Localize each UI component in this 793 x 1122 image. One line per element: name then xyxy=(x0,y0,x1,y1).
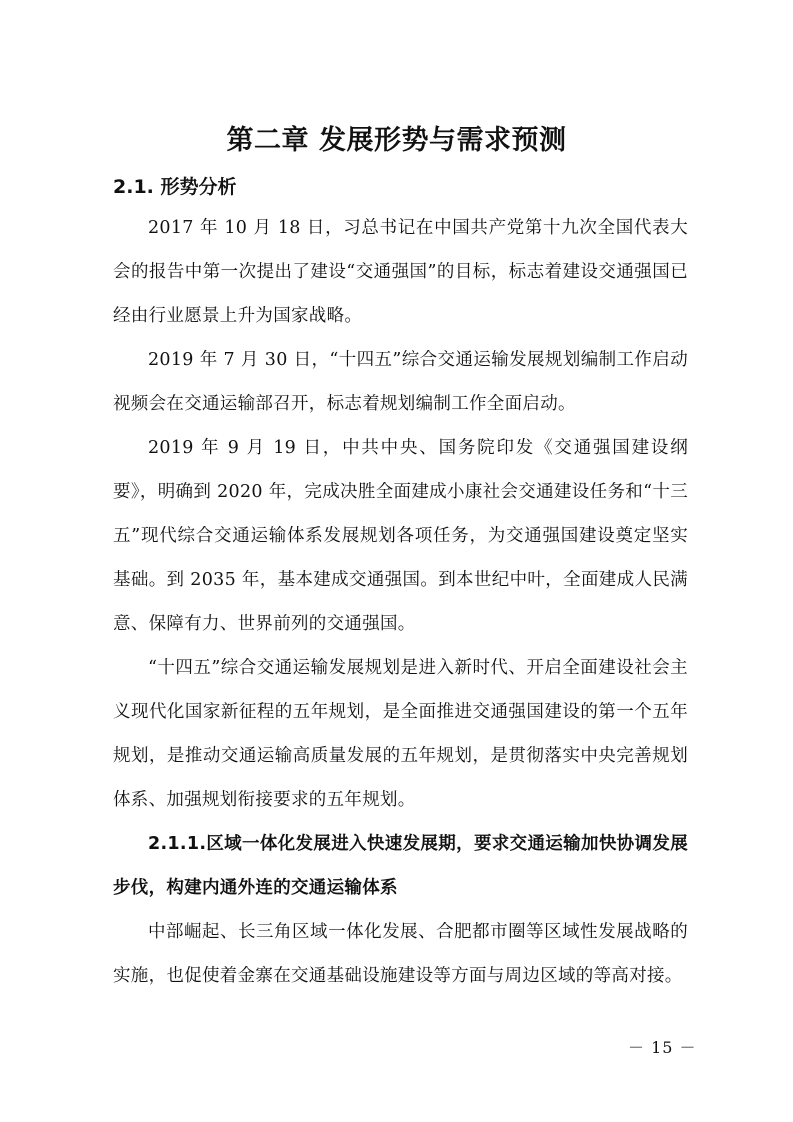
page-number: － 15 － xyxy=(628,1038,697,1057)
chapter-title: 第二章 发展形势与需求预测 xyxy=(226,125,567,156)
paragraph-4: “十四五”综合交通运输发展规划是进入新时代、开启全面建设社会主义现代化国家新征程的五年规划，是全面推进交通强国建设的第一个五年规划，是推动交通运输高质量发展的五年规划，是贯彻落实中央完善规划体系、加强规划衔接要求的五年规划。 xyxy=(113,658,688,810)
paragraph-2: 2019 年 7 月 30 日，“十四五”综合交通运输发展规划编制工作启动视频会在交通运输部召开，标志着规划编制工作全面启动。 xyxy=(113,350,688,414)
section-heading: 2.1. 形势分析 xyxy=(113,176,237,198)
body-text xyxy=(113,206,688,998)
subsection-heading: 2.1.1.区域一体化发展进入快速发展期，要求交通运输加快协调发展步伐，构建内通外连的交通运输体系 xyxy=(113,834,688,898)
paragraph-1: 2017 年 10 月 18 日，习总书记在中国共产党第十九次全国代表大会的报告中第一次提出了建设“交通强国”的目标，标志着建设交通强国已经由行业愿景上升为国家战略。 xyxy=(113,218,688,326)
paragraph-3: 2019 年 9 月 19 日，中共中央、国务院印发《交通强国建设纲要》，明确到 2020 年，完成决胜全面建成小康社会交通建设任务和“十三五”现代综合交通运输体系发展规划各项任务，为交通强国建设奠定坚实基础。到 2035 年，基本建成交通强国。到本世纪中叶，全面建成人民满意、保障有力、世界前列的交通强国。 xyxy=(113,438,688,634)
subsection-paragraph: 中部崛起、长三角区域一体化发展、合肥都市圈等区域性发展战略的实施，也促使着金寨在交通基础设施建设等方面与周边区域的等高对接。 xyxy=(113,922,688,986)
